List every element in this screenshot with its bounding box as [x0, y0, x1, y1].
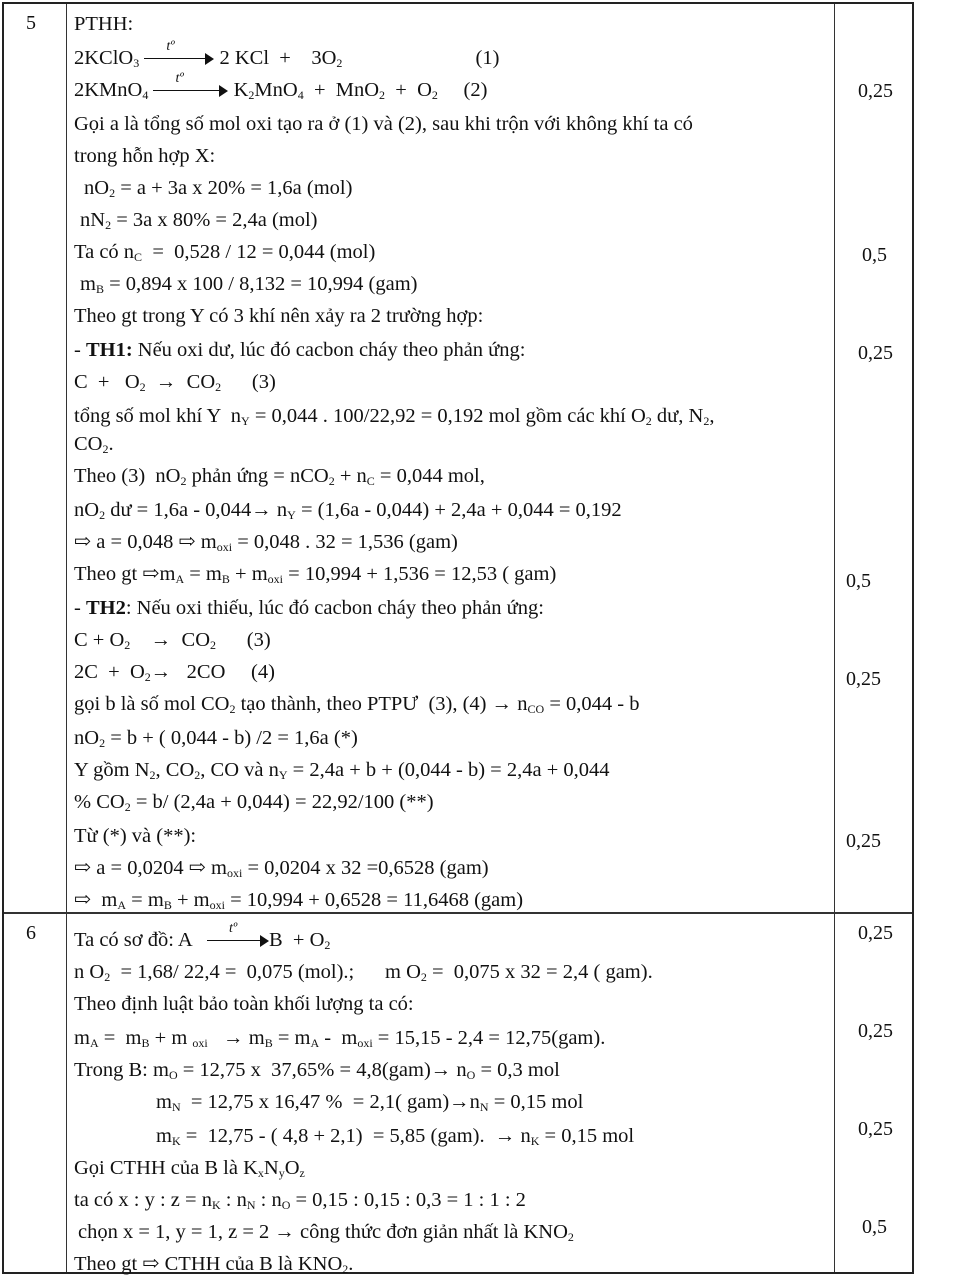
answer-table [2, 2, 914, 1274]
q5-line-21: $2C + O_2\to 2CO$ (4) [74, 661, 275, 684]
q5-line-14: $CO_2$. [74, 433, 114, 456]
score-value: 0,25 [846, 830, 881, 852]
score-value: 0,25 [858, 922, 893, 944]
q5-line-25: % $CO_2 = b/$ (2,4a + 0,044) = 22,92/100 (**) [74, 791, 434, 814]
q6-line-5: Trong B: $m_O = 12,75$ x $37,65\% = 4,8(gam)\to n_O = 0,3$ mol [74, 1059, 560, 1082]
score-value: 0,25 [858, 80, 893, 102]
q5-line-8: Ta có $n_C = 0,528 / 12 = 0,044$ (mol) [74, 241, 376, 264]
score-value: 0,5 [846, 570, 871, 592]
q5-line-23: $nO_2 = b$ + ( 0,044 - b) /2 = 1,6a (*) [74, 727, 358, 750]
question-number: 6 [26, 922, 36, 944]
q6-line-10: chọn x = 1, y = 1, z = 2 → công thức đơn giản nhất là $KNO_2$ [78, 1221, 574, 1244]
q6-line-1: Ta có sơ đồ: A tº $B + O_2$ [74, 921, 331, 952]
q5-line-11: - TH1: Nếu oxi dư, lúc đó cacbon cháy theo phản ứng: [74, 339, 526, 361]
q6-line-7: $m_K = 12,75$ - ( 4,8 + 2,1) = 5,85 (gam). → $n_K = 0,15$ mol [156, 1125, 635, 1148]
q6-line-11: Theo gt ⇨ CTHH của B là $KNO_2$. [74, 1253, 354, 1276]
q5-line-3: 2KMnO$_4$ tº $K_2MnO_4 + MnO_2 + O_2$ (2) [74, 71, 488, 102]
q5-line-19: - TH2: Nếu oxi thiếu, lúc đó cacbon cháy theo phản ứng: [74, 597, 544, 619]
score-value: 0,25 [858, 1020, 893, 1042]
q5-line-26: Từ (*) và (**): [74, 825, 197, 847]
score-value: 0,25 [858, 342, 893, 364]
score-value: 0,25 [846, 668, 881, 690]
column-divider [66, 4, 67, 1272]
q6-line-8: Gọi CTHH của B là $K_xN_yO_z$ [74, 1157, 305, 1180]
q5-line-6: $nO_2 = a + 3a$ x 20% = 1,6a (mol) [84, 177, 353, 200]
q5-line-20: $C + O_2$ → $CO_2$ (3) [74, 629, 271, 652]
question-number: 5 [26, 12, 36, 34]
column-divider [834, 4, 835, 1272]
q6-line-4: $m_A = m_B + m$ $_{oxi} \to m_B = m_A - m_{oxi} = 15,15 - 2,4 = 12,75(gam)$. [74, 1027, 606, 1050]
q5-line-10: Theo gt trong Y có 3 khí nên xảy ra 2 trường hợp: [74, 305, 484, 327]
reaction-arrow-icon: tº [153, 85, 228, 97]
q5-line-16: $nO_2$ dư = $1,6a - 0,044\to n_Y = (1,6a - 0,044) + 2,4a + 0,044 = 0,192$ [74, 499, 622, 522]
q5-line-4: Gọi a là tổng số mol oxi tạo ra ở (1) và (2), sau khi trộn với không khí ta có [74, 113, 693, 135]
q5-line-12: $C + O_2 \to CO_2$ (3) [74, 371, 276, 394]
q6-line-2: n $O_2 = 1,68/$ 22,4 = 0,075 (mol).; m $O_2 = 0,075$ x 32 = 2,4 ( gam). [74, 961, 653, 984]
q5-line-18: Theo gt $⇨m_A = m_B + m_{oxi} = 10,994 + 1,536 = 12,53$ ( gam) [74, 563, 557, 586]
score-value: 0,5 [862, 1216, 887, 1238]
q5-line-17: ⇨ a = 0,048 ⇨ $m_{oxi} = 0,048$ . 32 = 1,536 (gam) [74, 531, 458, 554]
score-value: 0,25 [858, 1118, 893, 1140]
q5-line-27: ⇨ a = 0,0204 ⇨ $m_{oxi} = 0,0204$ x 32 =0,6528 (gam) [74, 857, 489, 880]
q5-line-28: ⇨ $m_A = m_B + m_{oxi} = 10,994 + 0,6528 = 11,6468$ (gam) [74, 889, 524, 912]
q5-line-2: 2KClO$_3$ tº 2 KCl + $3O_2$ (1) [74, 39, 500, 70]
q5-line-1: PTHH: [74, 13, 134, 35]
q6-line-3: Theo định luật bảo toàn khối lượng ta có: [74, 993, 414, 1015]
q6-line-6: $m_N = 12,75$ x 16,47 % = 2,1( $gam)\to n_N = 0,15$ mol [156, 1091, 584, 1114]
q5-line-7: $nN_2 = 3a$ x 80% = 2,4a (mol) [80, 209, 318, 232]
q5-line-5: trong hỗn hợp X: [74, 145, 216, 167]
q5-line-9: $m_B = 0,894$ x 100 / 8,132 = 10,994 (gam) [80, 273, 418, 296]
q5-line-15: Theo (3) $nO_2$ phản ứng = $nCO_2 + n_C = 0,044$ mol, [74, 465, 485, 488]
q6-line-9: ta có x : y : $z = n_K$ : $n_N$ : $n_O = 0,15$ : 0,15 : 0,3 = 1 : 1 : 2 [74, 1189, 526, 1212]
q5-line-24: Y gồm $N_2$, $CO_2$, CO và $n_Y = 2,4a + b + (0,044 - b) = 2,4a + 0,044$ [74, 759, 610, 782]
q5-line-22: gọi b là số mol $CO_2$ tạo thành, theo PTPƯ (3), $(4) \to n_{CO} = 0,044 - b$ [74, 693, 640, 716]
reaction-arrow-icon: tº [207, 935, 269, 947]
q5-line-13: tổng số mol khí Y $n_Y = 0,044$ . 100/22,92 = 0,192 mol gồm các khí $O_2$ dư, $N_2$, [74, 405, 715, 428]
score-value: 0,5 [862, 244, 887, 266]
reaction-arrow-icon: tº [144, 53, 214, 65]
